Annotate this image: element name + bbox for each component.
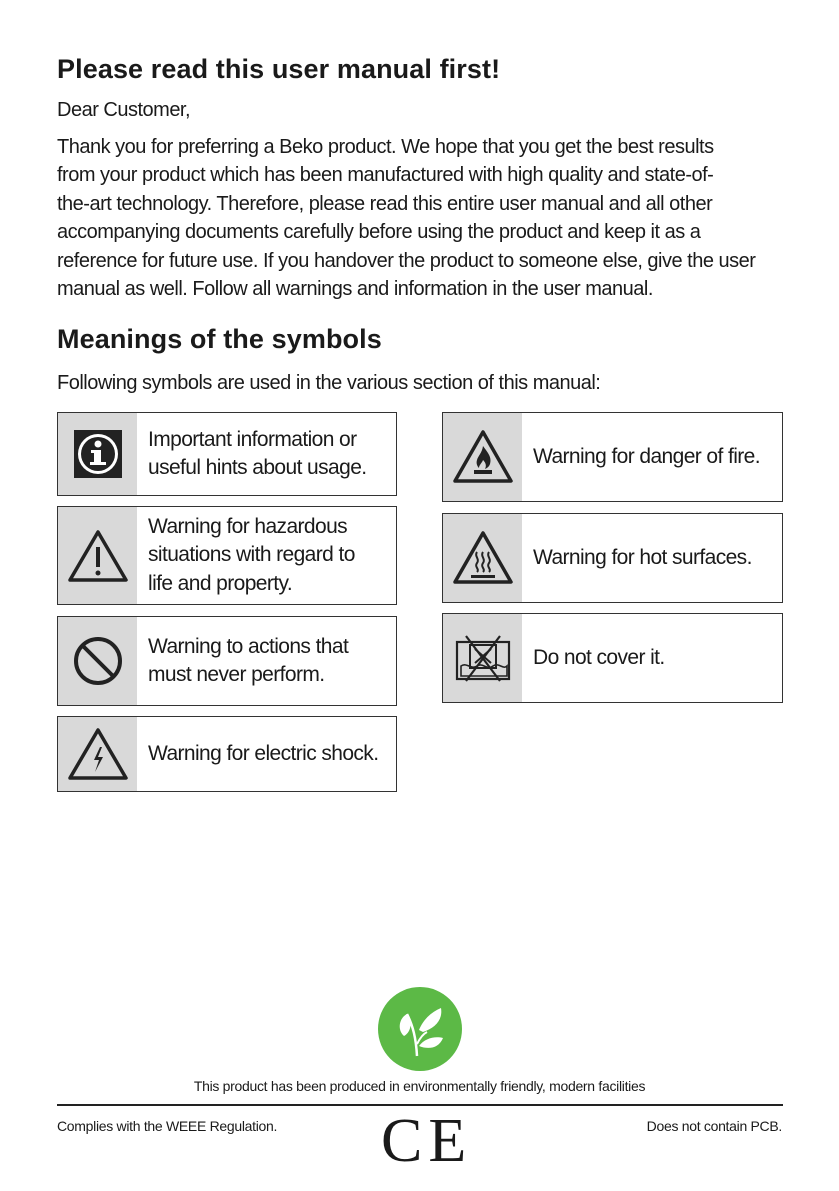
section-heading: Meanings of the symbols: [57, 324, 382, 354]
symbol-prohibited-box: [57, 616, 397, 706]
intro-line: manual as well. Follow all warnings and information in the user manual.: [57, 278, 653, 301]
warning-triangle-icon: [67, 529, 129, 583]
symbol-label: useful hints about usage.: [148, 456, 367, 479]
salutation: Dear Customer,: [57, 99, 191, 121]
page-title: Please read this user manual first!: [57, 54, 501, 84]
intro-paragraph: [57, 133, 797, 303]
symbol-label: situations with regard to: [148, 543, 355, 567]
eco-statement: This product has been produced in environmentally friendly, modern facilities: [193, 1078, 646, 1094]
symbol-icon-cell: [58, 507, 137, 604]
prohibited-icon: [72, 635, 124, 687]
symbol-do-not-cover-box: [442, 613, 783, 703]
symbol-icon-cell: [58, 413, 137, 495]
intro-line: from your product which has been manufactured with high quality and state-of-: [57, 164, 714, 187]
pcb-statement: Does not contain PCB.: [646, 1118, 782, 1134]
symbol-icon-cell: [443, 514, 522, 602]
symbol-hazard-box: [57, 506, 397, 605]
symbol-label: Warning for danger of fire.: [533, 444, 760, 468]
symbol-label: Warning to actions that: [148, 634, 349, 658]
intro-line: Thank you for preferring a Beko product. We hope that you get the best results: [57, 136, 714, 158]
ce-mark-icon: CE: [381, 1107, 473, 1175]
symbol-label: Do not cover it.: [533, 645, 665, 669]
symbol-icon-cell: [443, 614, 522, 702]
info-icon: [72, 428, 124, 480]
symbol-fire-box: [442, 412, 783, 502]
footer-divider: [57, 1104, 783, 1106]
symbol-electric-box: [57, 716, 397, 792]
symbol-label: Warning for hazardous: [148, 514, 348, 538]
hot-surface-icon: [452, 530, 514, 586]
intro-line: the-art technology. Therefore, please read this entire user manual and all other: [57, 192, 713, 215]
symbol-label: must never perform.: [148, 663, 325, 686]
do-not-cover-icon: [453, 633, 513, 683]
symbol-label: Warning for electric shock.: [148, 741, 379, 765]
eco-leaf-icon: [377, 986, 463, 1072]
symbol-label: Warning for hot surfaces.: [533, 545, 752, 569]
weee-statement: Complies with the WEEE Regulation.: [57, 1118, 278, 1134]
electric-shock-icon: [67, 727, 129, 781]
symbol-label: Important information or: [148, 427, 357, 451]
symbol-label: life and property.: [148, 571, 293, 595]
symbol-info-box: [57, 412, 397, 496]
symbol-icon-cell: [443, 413, 522, 501]
intro-line: reference for future use. If you handover the product to someone else, give the user: [57, 249, 756, 272]
symbols-intro: Following symbols are used in the various section of this manual:: [57, 372, 601, 394]
symbol-hot-surface-box: [442, 513, 783, 603]
intro-line: accompanying documents carefully before using the product and keep it as a: [57, 221, 701, 244]
symbol-icon-cell: [58, 717, 137, 791]
symbol-icon-cell: [58, 617, 137, 705]
fire-icon: [452, 429, 514, 485]
